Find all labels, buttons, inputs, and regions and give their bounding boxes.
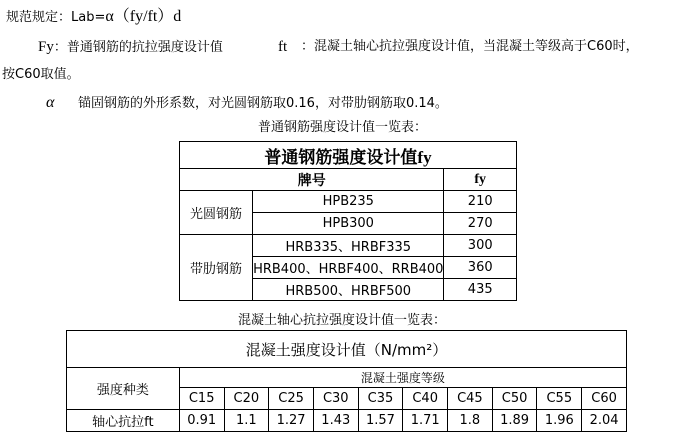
value-cell: 1.89 [492, 410, 537, 432]
ft-description: ：混凝土轴心抗拉强度设计值，当混凝土等级高于C60时， [301, 39, 639, 54]
table1-title: 普通钢筋强度设计值fy [180, 142, 517, 169]
grade-cell: C40 [403, 388, 448, 410]
fy-definition-line [38, 39, 639, 56]
grade-cell: C50 [492, 388, 537, 410]
value-cell: 435 [444, 279, 517, 301]
grade-cell: HRB500、HRBF500 [253, 279, 444, 301]
fy-symbol: Fy [38, 39, 54, 55]
c60-note: 按C60取值。 [2, 67, 80, 82]
grade-cell: C20 [224, 388, 269, 410]
table-row [67, 410, 627, 432]
concrete-strength-table [66, 330, 627, 432]
group-label: 带肋钢筋 [180, 235, 253, 301]
grade-cell: C60 [582, 388, 627, 410]
grade-cell: C30 [313, 388, 358, 410]
formula-lab: Lab= [71, 10, 106, 25]
grade-cell: C55 [537, 388, 582, 410]
alpha-symbol: α [46, 94, 55, 111]
formula-expression: α（fy/ft）d [105, 8, 182, 25]
value-cell: 1.1 [224, 410, 269, 432]
value-cell: 1.96 [537, 410, 582, 432]
table2-title: 混凝土强度设计值（N/mm²） [67, 331, 627, 368]
group-label: 光圆钢筋 [180, 191, 253, 235]
row-label: 轴心抗拉ft [67, 410, 180, 432]
table1-header-value: fy [444, 169, 517, 191]
grade-cell: HRB335、HRBF335 [253, 235, 444, 257]
spec-prefix: 规范规定： [6, 10, 72, 25]
grade-cell: C25 [269, 388, 314, 410]
table-row [180, 235, 517, 257]
rebar-strength-table [179, 141, 517, 301]
value-cell: 270 [444, 213, 517, 235]
value-cell: 2.04 [582, 410, 627, 432]
spec-formula-line [6, 9, 181, 26]
value-cell: 0.91 [179, 410, 224, 432]
grade-cell: HRB400、HRBF400、RRB400 [253, 257, 444, 279]
grade-cell: HPB300 [253, 213, 444, 235]
table2-kind-header: 强度种类 [67, 368, 180, 410]
fy-description: ：普通钢筋的抗拉强度设计值 [53, 40, 223, 55]
value-cell: 210 [444, 191, 517, 213]
value-cell: 1.71 [403, 410, 448, 432]
table-row [180, 191, 517, 213]
grade-cell: HPB235 [253, 191, 444, 213]
table2-grade-header: 混凝土强度等级 [179, 368, 626, 388]
table1-header-grade: 牌号 [180, 169, 444, 191]
grade-cell: C35 [358, 388, 403, 410]
value-cell: 1.43 [313, 410, 358, 432]
value-cell: 1.57 [358, 410, 403, 432]
grade-cell: C45 [448, 388, 493, 410]
value-cell: 1.27 [269, 410, 314, 432]
value-cell: 360 [444, 257, 517, 279]
alpha-description: 锚固钢筋的外形系数，对光圆钢筋取0.16，对带肋钢筋取0.14。 [78, 96, 448, 111]
ft-symbol: ft [278, 39, 288, 55]
table1-caption: 普通钢筋强度设计值一览表： [258, 120, 428, 135]
value-cell: 300 [444, 235, 517, 257]
value-cell: 1.8 [448, 410, 493, 432]
alpha-definition-line [46, 94, 448, 112]
table2-caption: 混凝土轴心抗拉强度设计值一览表： [238, 313, 447, 328]
grade-cell: C15 [179, 388, 224, 410]
